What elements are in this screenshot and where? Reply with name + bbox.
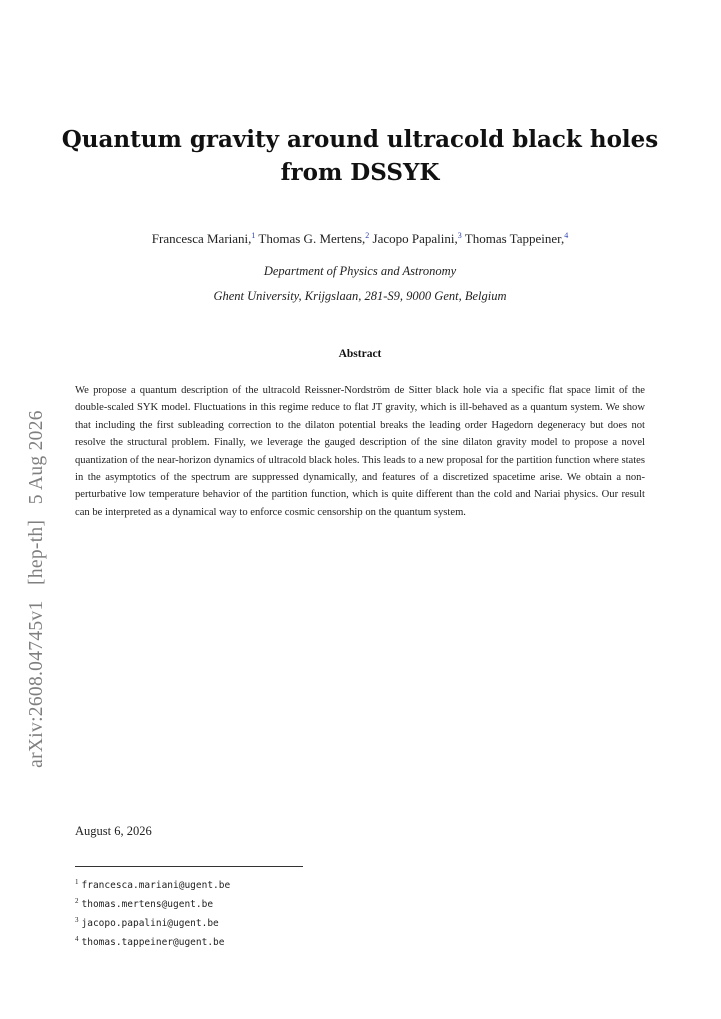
footnote-mark: 4 [75, 935, 79, 943]
author-footnote-mark[interactable]: 3 [457, 231, 462, 240]
footnote-mark: 1 [75, 878, 79, 886]
affiliation-address: Ghent University, Krijgslaan, 281-S9, 9000 Gent, Belgium [213, 289, 507, 303]
title-line-2: from DSSYK [280, 159, 440, 186]
footnote-mark: 2 [75, 897, 79, 905]
author-footnote-mark[interactable]: 4 [564, 231, 569, 240]
footnote-list [75, 873, 475, 949]
footnote-divider [75, 866, 303, 867]
footnote-item [75, 930, 475, 949]
author-name: Thomas G. Mertens, [258, 231, 366, 246]
author-name: Thomas Tappeiner, [464, 231, 565, 246]
arxiv-stamp [26, 410, 48, 768]
affiliation-department: Department of Physics and Astronomy [263, 264, 457, 278]
arxiv-id: arXiv:2608.04745v1 [26, 600, 47, 768]
author-email[interactable]: jacopo.papalini@ugent.be [81, 918, 219, 929]
title-line-1: Quantum gravity around ultracold black holes [61, 126, 659, 153]
author-name: Francesca Mariani, [151, 231, 252, 246]
author-footnote-mark[interactable]: 1 [251, 231, 256, 240]
author-email[interactable]: francesca.mariani@ugent.be [81, 880, 231, 891]
arxiv-category: [hep-th] [26, 519, 47, 585]
footnote-item [75, 873, 475, 892]
footnote-item [75, 911, 475, 930]
author-list [60, 231, 660, 247]
author-email[interactable]: thomas.tappeiner@ugent.be [81, 937, 225, 948]
footnote-mark: 3 [75, 916, 79, 924]
author-name: Jacopo Papalini, [372, 231, 458, 246]
author-footnote-mark[interactable]: 2 [365, 231, 370, 240]
paper-title [60, 123, 660, 189]
author-email[interactable]: thomas.mertens@ugent.be [81, 899, 214, 910]
abstract-text: We propose a quantum description of the ultracold Reissner-Nordström de Sitter black hole via a specific flat space limit of the double-scaled SYK model. Fluctuations in this regime reduce to flat JT gravity, which is ill-behaved as a quantum system. We show that including the first subleading correction to the dilaton potential breaks the leading order Hagedorn degeneracy but does not resolve the structural problem. Finally, we leverage the gauged description of the sine dilaton gravity model to propose a novel quantization of the near-horizon dynamics of ultracold black holes. This leads to a new proposal for the partition function where states in the asymptotics of the spectrum are suppressed dynamically, and features of a discretized spacetime arise. We obtain a non-perturbative low temperature behavior of the partition function, which is quite different than the cold and Nariai physics. Our result can be interpreted as a dynamical way to enforce cosmic censorship on the quantum system. [75, 385, 645, 518]
paper-date: August 6, 2026 [75, 824, 152, 838]
arxiv-date: 5 Aug 2026 [26, 410, 47, 505]
abstract-heading: Abstract [338, 348, 382, 360]
footnote-item [75, 892, 475, 911]
